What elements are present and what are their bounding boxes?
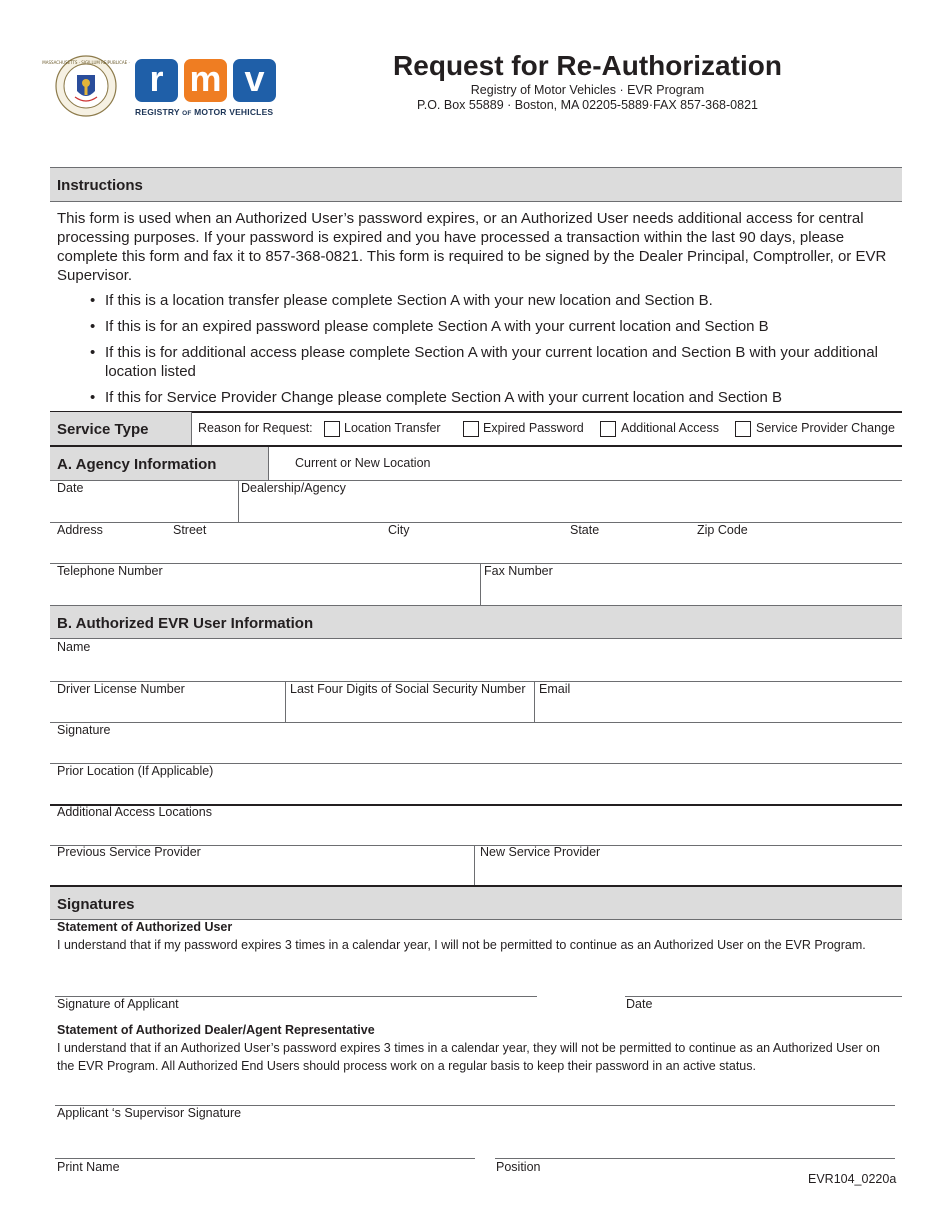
street-field-label: Street bbox=[173, 523, 207, 537]
agency-subtitle: Registry of Motor Vehicles · EVR Program bbox=[470, 83, 705, 97]
signature-of-applicant-label: Signature of Applicant bbox=[57, 997, 179, 1011]
new-provider-field-label: New Service Provider bbox=[480, 845, 601, 859]
user-statement: I understand that if my password expires 3 times in a calendar year, I will not be permitted to continue as an Authorized User on the EVR Program. bbox=[57, 938, 866, 952]
dealer-statement: I understand that if an Authorized User’s password expires 3 times in a calendar year, they will not be permitted to continue as an Authorized User on the EVR Program. All Authorized End Users should process work on a regular basis to keep their password in an active status. bbox=[57, 1041, 880, 1073]
zip-field-label: Zip Code bbox=[697, 523, 748, 537]
massachusetts-seal bbox=[42, 55, 130, 117]
telephone-field[interactable] bbox=[50, 578, 480, 604]
seal-text: MASSACHUSETTS · SIGILLUM REIPUBLICAE · bbox=[42, 60, 130, 65]
signature-field-label: Signature bbox=[57, 723, 111, 737]
applicant-date-field[interactable] bbox=[625, 966, 902, 996]
section-a-heading: A. Agency Information bbox=[57, 456, 217, 473]
section-b-band bbox=[50, 605, 902, 639]
date-line bbox=[625, 996, 902, 997]
list-item: • If this is a location transfer please complete Section A with your new location and Section B. bbox=[90, 291, 890, 310]
instructions-heading: Instructions bbox=[57, 177, 143, 194]
fax-field-label: Fax Number bbox=[484, 564, 553, 578]
instructions-body: This form is used when an Authorized User’s password expires, or an Authorized User needs additional access for central processing purposes. If your password is expired and you have processed a transaction within the last 90 days, please complete this form and fax it to 857-368-0821. This form is required to be signed by the Dealer Principal, Comptroller, or EVR Supervisor. bbox=[57, 210, 887, 284]
driver-license-field-label: Driver License Number bbox=[57, 682, 185, 696]
instructions-band bbox=[50, 167, 902, 202]
form-title: Request for Re-Authorization bbox=[393, 50, 782, 81]
additional-locations-field[interactable] bbox=[50, 819, 902, 844]
divider bbox=[50, 563, 902, 564]
dealership-field-label: Dealership/Agency bbox=[241, 481, 346, 495]
logo-letter-m: m bbox=[184, 59, 227, 102]
date-field-label: Date bbox=[57, 481, 84, 495]
name-field[interactable] bbox=[50, 654, 902, 680]
logo-letter-r: r bbox=[135, 59, 178, 102]
divider bbox=[50, 480, 902, 481]
expired-password-label: Expired Password bbox=[483, 421, 584, 435]
divider bbox=[285, 681, 286, 722]
fax-field[interactable] bbox=[482, 578, 902, 604]
print-name-field[interactable] bbox=[55, 1128, 475, 1158]
telephone-field-label: Telephone Number bbox=[57, 564, 163, 578]
section-a-band bbox=[50, 447, 268, 480]
email-field-label: Email bbox=[539, 682, 571, 696]
service-type-label-cell bbox=[50, 412, 191, 445]
list-item: • If this is for additional access please complete Section A with your current location and Section B with your additional location listed bbox=[90, 343, 890, 381]
email-field[interactable] bbox=[536, 696, 902, 721]
previous-provider-field[interactable] bbox=[50, 859, 474, 884]
position-field[interactable] bbox=[495, 1128, 895, 1158]
divider bbox=[534, 681, 535, 722]
section-b-heading: B. Authorized EVR User Information bbox=[57, 615, 314, 632]
divider bbox=[268, 447, 269, 480]
divider bbox=[480, 563, 481, 605]
applicant-date-label: Date bbox=[626, 997, 653, 1011]
list-item: • If this for Service Provider Change please complete Section A with your current location and Section B bbox=[90, 388, 890, 407]
dealership-field[interactable] bbox=[240, 495, 902, 521]
rmv-logo bbox=[135, 59, 280, 121]
reason-label: Reason for Request: bbox=[198, 421, 313, 435]
logo-letter-v: v bbox=[233, 59, 276, 102]
additional-access-checkbox[interactable] bbox=[600, 421, 616, 437]
form-id: EVR104_0220a bbox=[808, 1172, 897, 1186]
service-provider-change-checkbox[interactable] bbox=[735, 421, 751, 437]
divider bbox=[474, 845, 475, 885]
position-label: Position bbox=[496, 1160, 541, 1174]
expired-password-checkbox[interactable] bbox=[463, 421, 479, 437]
location-label: Current or New Location bbox=[295, 456, 431, 470]
additional-locations-field-label: Additional Access Locations bbox=[57, 805, 212, 819]
divider bbox=[50, 722, 902, 723]
signatures-heading: Signatures bbox=[57, 896, 135, 913]
location-transfer-label: Location Transfer bbox=[344, 421, 441, 435]
state-field-label: State bbox=[570, 523, 600, 537]
logo-tagline: REGISTRY OF MOTOR VEHICLES bbox=[135, 107, 274, 117]
print-name-label: Print Name bbox=[57, 1160, 120, 1174]
location-transfer-checkbox[interactable] bbox=[324, 421, 340, 437]
print-name-line bbox=[55, 1158, 475, 1159]
service-type-heading: Service Type bbox=[57, 421, 149, 438]
supervisor-signature-field[interactable] bbox=[55, 1075, 895, 1105]
applicant-signature-field[interactable] bbox=[55, 966, 537, 996]
list-item: • If this is for an expired password please complete Section A with your current location and Section B bbox=[90, 317, 890, 336]
divider bbox=[191, 412, 192, 445]
city-field-label: City bbox=[388, 523, 410, 537]
additional-access-label: Additional Access bbox=[621, 421, 719, 435]
previous-provider-field-label: Previous Service Provider bbox=[57, 845, 201, 859]
signature-field[interactable] bbox=[50, 737, 902, 762]
address-field-label: Address bbox=[57, 523, 103, 537]
date-field[interactable] bbox=[50, 495, 238, 521]
dealer-statement-heading: Statement of Authorized Dealer/Agent Representative bbox=[57, 1023, 375, 1037]
prior-location-field[interactable] bbox=[50, 778, 902, 803]
driver-license-field[interactable] bbox=[50, 696, 285, 721]
instructions-list bbox=[90, 291, 890, 414]
divider bbox=[238, 480, 239, 522]
new-provider-field[interactable] bbox=[476, 859, 902, 884]
ssn-field-label: Last Four Digits of Social Security Number bbox=[290, 682, 526, 696]
address-field[interactable] bbox=[50, 537, 902, 563]
agency-address: P.O. Box 55889 · Boston, MA 02205-5889·FAX 857-368-0821 bbox=[417, 98, 758, 112]
position-line bbox=[495, 1158, 895, 1159]
prior-location-field-label: Prior Location (If Applicable) bbox=[57, 764, 214, 778]
ssn-field[interactable] bbox=[287, 696, 534, 721]
user-statement-heading: Statement of Authorized User bbox=[57, 920, 233, 934]
service-provider-change-label: Service Provider Change bbox=[756, 421, 895, 435]
signatures-band bbox=[50, 885, 902, 920]
supervisor-signature-label: Applicant ‘s Supervisor Signature bbox=[57, 1106, 242, 1120]
name-field-label: Name bbox=[57, 640, 91, 654]
